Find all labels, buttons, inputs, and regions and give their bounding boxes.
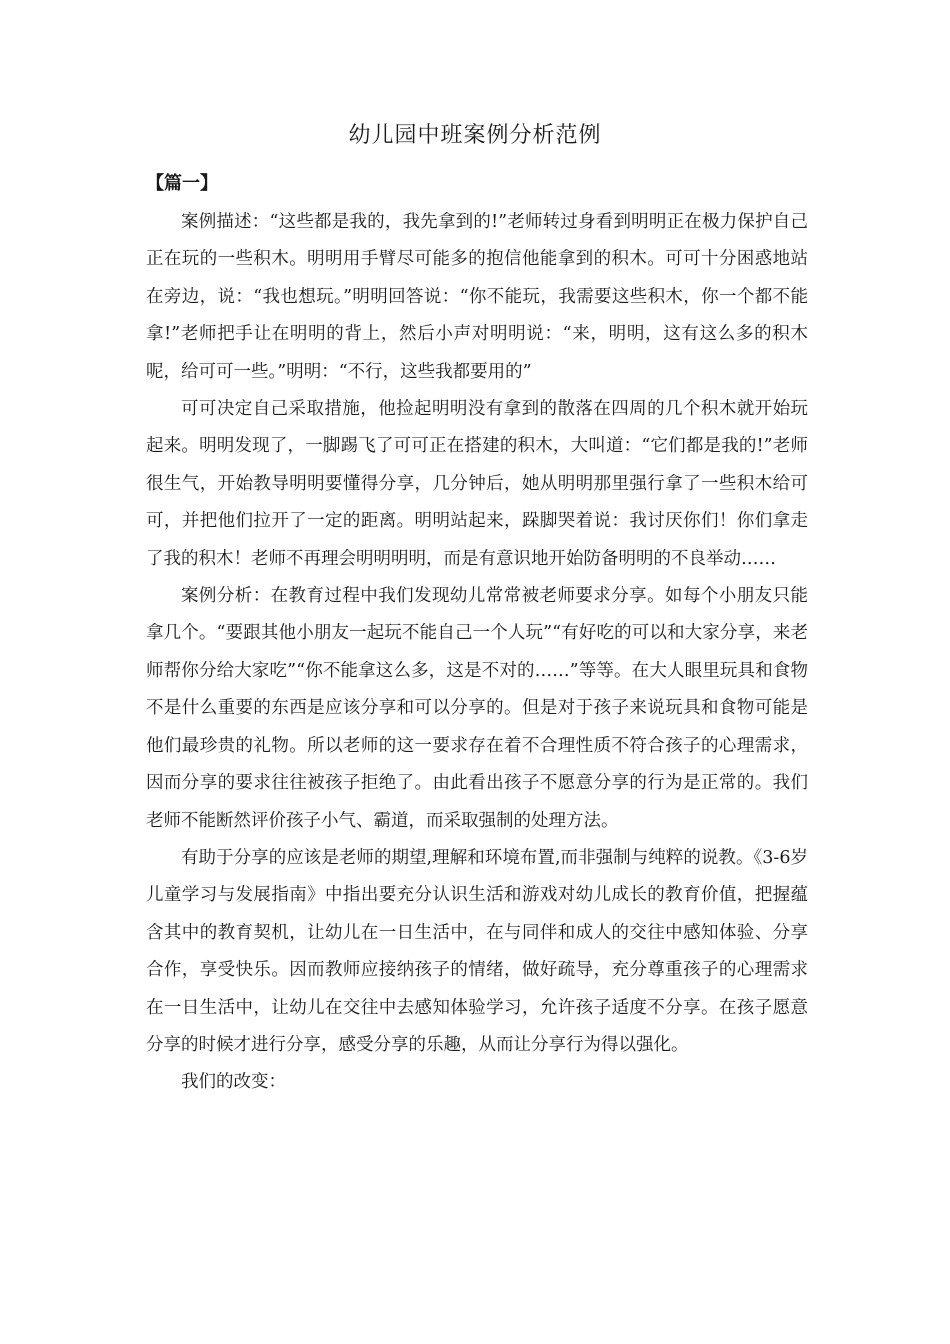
paragraph-sharing-guidance: 有助于分享的应该是老师的期望,理解和环境布置,而非强制与纯粹的说教。《3-6岁儿童学习与发展指南》中指出要充分认识生活和游戏对幼儿成长的教育价值，把握蕴含其中的教育契机，让幼儿在一日生活中，在与同伴和成人的交往中感知体验、分享合作，享受快乐。因而教师应接纳孩子的情绪，做好疏导，充分尊重孩子的心理需求在一日生活中，让幼儿在交往中去感知体验学习，允许孩子适度不分享。在孩子愿意分享的时候才进行分享，感受分享的乐趣，从而让分享行为得以强化。 xyxy=(146,847,808,1055)
paragraph-our-changes: 我们的改变： xyxy=(181,1072,286,1093)
document-body xyxy=(146,204,808,1102)
paragraph-case-analysis: 案例分析：在教育过程中我们发现幼儿常常被老师要求分享。如每个小朋友只能拿几个。“要跟其他小朋友一起玩不能自己一个人玩”“有好吃的可以和大家分享，来老师帮你分给大家吃”“你不能拿这么多，这是不对的……”等等。在大人眼里玩具和食物不是什么重要的东西是应该分享和可以分享的。但是对于孩子来说玩具和食物可能是他们最珍贵的礼物。所以老师的这一要求存在着不合理性质不符合孩子的心理需求，因而分享的要求往往被孩子拒绝了。由此看出孩子不愿意分享的行为是正常的。我们老师不能断然评价孩子小气、霸道，而采取强制的处理方法。 xyxy=(146,586,808,831)
document-title: 幼儿园中班案例分析范例 xyxy=(348,123,602,148)
paragraph-case-continuation: 可可决定自己采取措施，他捡起明明没有拿到的散落在四周的几个积木就开始玩起来。明明发现了，一脚踢飞了可可正在搭建的积木，大叫道：“它们都是我的!”老师很生气，开始教导明明要懂得分享，几分钟后，她从明明那里强行拿了一些积木给可可，并把他们拉开了一定的距离。明明站起来，跺脚哭着说：我讨厌你们！你们拿走了我的积木！老师不再理会明明明明，而是有意识地开始防备明明的不良举动…… xyxy=(146,399,808,569)
paragraph-case-description: 案例描述：“这些都是我的，我先拿到的!”老师转过身看到明明正在极力保护自己正在玩的一些积木。明明用手臂尽可能多的抱信他能拿到的积木。可可十分困惑地站在旁边，说：“我也想玩。”明明回答说：“你不能玩，我需要这些积木，你一个都不能拿!”老师把手让在明明的背上，然后小声对明明说：“来，明明，这有这么多的积木呢，给可可一些。”明明：“不行，这些我都要用的” xyxy=(146,212,808,382)
section-label: 【篇一】 xyxy=(146,173,218,194)
